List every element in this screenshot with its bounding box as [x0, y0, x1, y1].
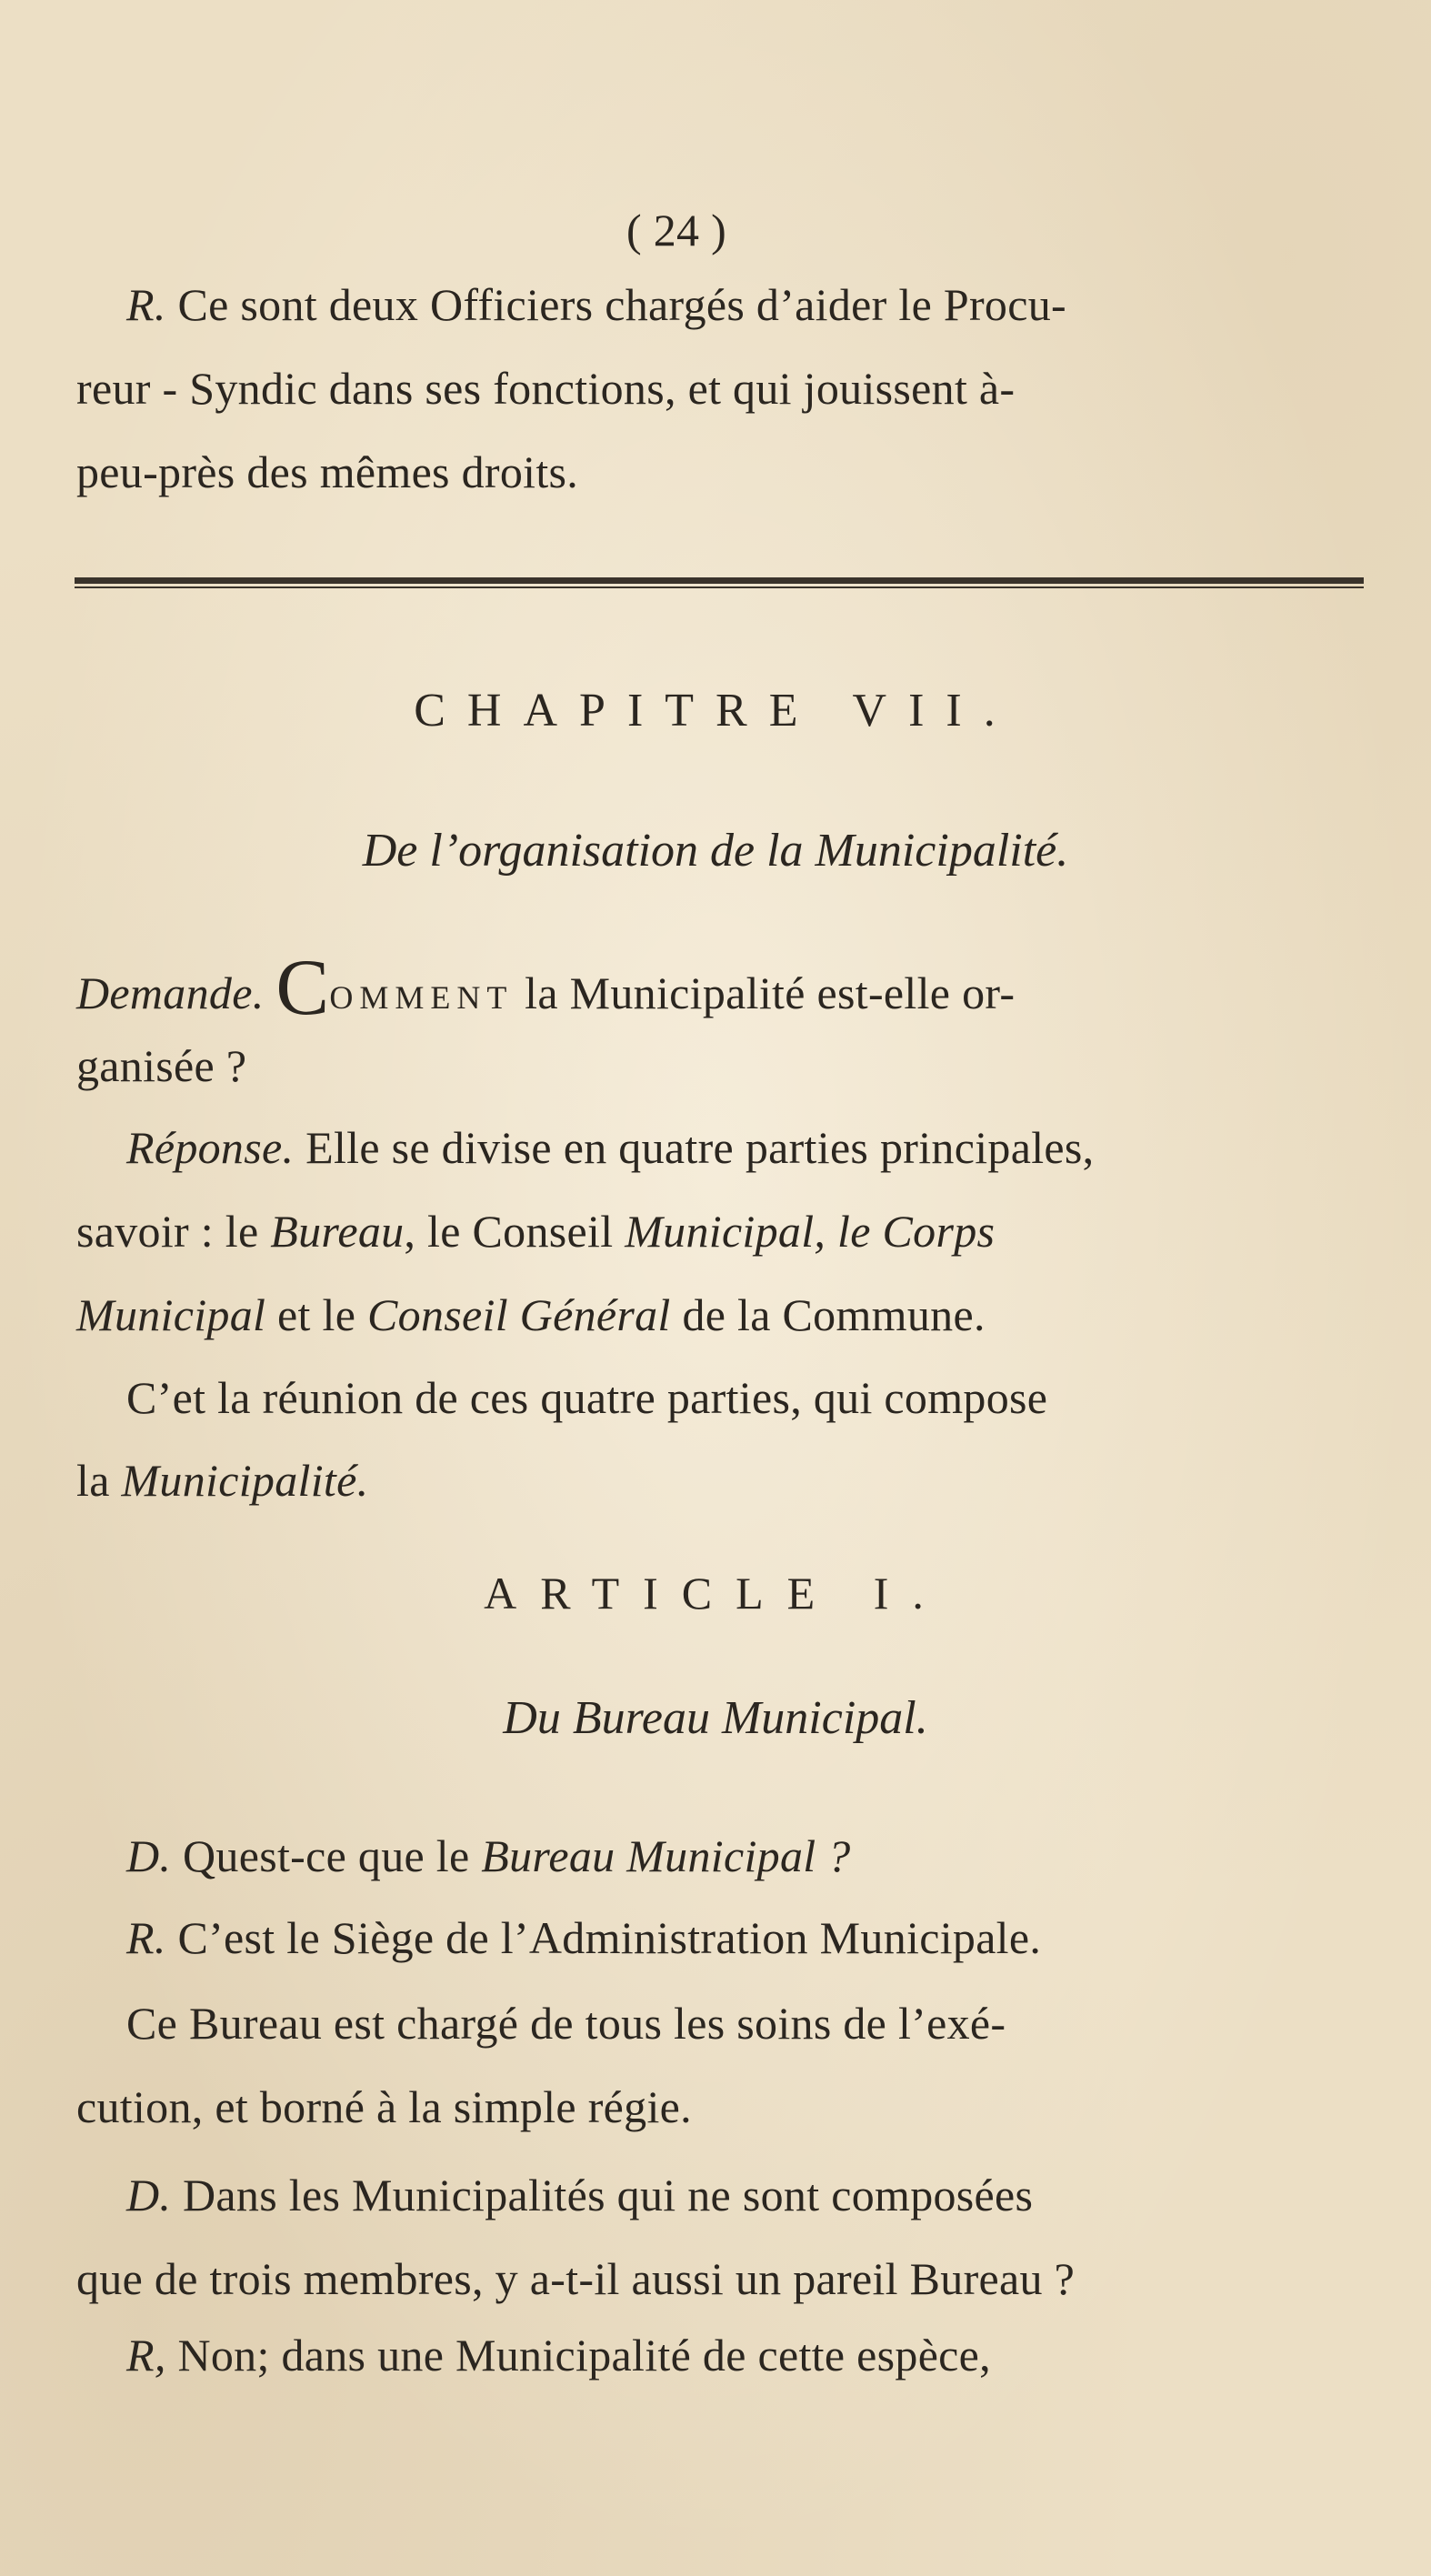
- answer-text: Non; dans une Municipalité de cette espèce,: [165, 2330, 991, 2381]
- reponse-line-3: [76, 1289, 986, 1340]
- reponse-text: et le: [265, 1289, 367, 1340]
- italic-term: Bureau: [270, 1206, 405, 1257]
- reunion-text: la: [76, 1455, 122, 1506]
- article-subtitle: Du Bureau Municipal.: [503, 1692, 928, 1744]
- question-label: D.: [126, 2170, 172, 2220]
- intro-text: Ce sont deux Officiers chargés d’aider le Procu-: [177, 279, 1066, 330]
- question-text: Dans les Municipalités qui ne sont composées: [171, 2170, 1034, 2220]
- demande-label: Demande.: [76, 967, 265, 1018]
- intro-line-1: [126, 279, 1066, 330]
- drop-cap: C: [275, 944, 330, 1032]
- reponse-line-1: [126, 1122, 1095, 1173]
- italic-term: Municipalité.: [121, 1455, 369, 1506]
- reponse-line-2: [76, 1206, 996, 1257]
- intro-line-2: reur - Syndic dans ses fonctions, et qui jouissent à-: [76, 363, 1016, 414]
- answer-1: [126, 1912, 1042, 1963]
- article-title: ARTICLE I.: [484, 1568, 947, 1619]
- page-number: ( 24 ): [626, 205, 727, 256]
- section-divider-rule: [75, 577, 1364, 588]
- chapter-title: CHAPITRE VII.: [414, 685, 1017, 737]
- answer-text: C’est le Siège de l’Administration Municipale.: [165, 1912, 1042, 1963]
- answer-label: R.: [126, 279, 166, 330]
- italic-term: Bureau Municipal ?: [481, 1830, 851, 1881]
- question-text: Quest-ce que le: [171, 1830, 482, 1881]
- italic-term: , le Corps: [814, 1206, 996, 1257]
- question-label: D.: [126, 1830, 172, 1881]
- demande-line-2: ganisée ?: [76, 1040, 247, 1091]
- reponse-text: , le Conseil: [404, 1206, 625, 1257]
- chapter-subtitle: De l’organisation de la Municipalité.: [362, 825, 1069, 877]
- smallcaps-word: OMMENT: [329, 979, 514, 1016]
- reponse-text: Elle se divise en quatre parties principales,: [294, 1122, 1095, 1173]
- italic-term: Municipal: [625, 1206, 815, 1257]
- question-2-line-1: [126, 2172, 1033, 2218]
- reunion-line-2: [76, 1455, 369, 1506]
- answer-label: R.: [126, 1912, 166, 1963]
- question-1: [126, 1830, 851, 1881]
- italic-term: Conseil Général: [367, 1289, 671, 1340]
- italic-term: Municipal: [76, 1289, 266, 1340]
- question-2-line-2: que de trois membres, y a-t-il aussi un pareil Bureau ?: [76, 2253, 1076, 2304]
- demande-line-1: [76, 944, 1016, 1032]
- demande-text: la Municipalité est-elle or-: [513, 967, 1016, 1018]
- answer-2: [126, 2330, 991, 2381]
- intro-line-3: peu-près des mêmes droits.: [76, 446, 579, 497]
- answer-label: R,: [126, 2330, 166, 2381]
- bureau-line-1: Ce Bureau est chargé de tous les soins de l’exé-: [126, 1998, 1006, 2049]
- bureau-line-2: cution, et borné à la simple régie.: [76, 2081, 692, 2132]
- reponse-label: Réponse.: [126, 1122, 295, 1173]
- reponse-text: savoir : le: [76, 1206, 271, 1257]
- reponse-text: de la Commune.: [670, 1289, 986, 1340]
- reunion-line-1: C’et la réunion de ces quatre parties, qui compose: [126, 1372, 1048, 1423]
